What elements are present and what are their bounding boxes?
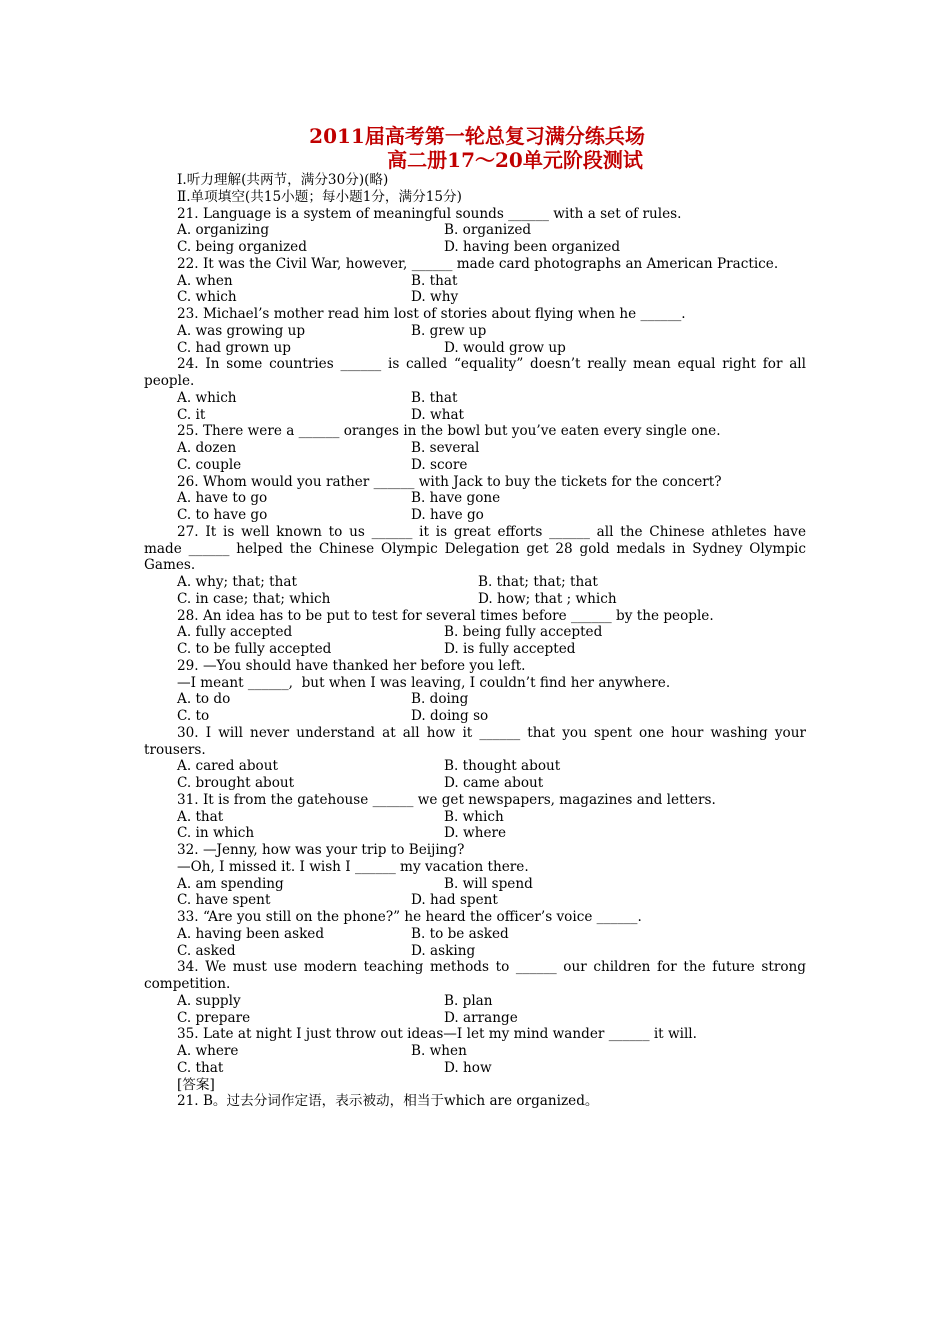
option-d: D. doing so	[411, 708, 489, 724]
option-d: D. would grow up	[444, 339, 566, 356]
option-d: D. came about	[444, 775, 544, 791]
option-c: C. prepare	[177, 1009, 251, 1026]
option-c: C. couple	[177, 456, 242, 473]
option-row	[144, 993, 806, 1010]
option-row	[144, 457, 806, 474]
option-row	[144, 323, 806, 340]
question-stem: 24. In some countries ______ is called “equality” doesn’t really mean equal right for all people.	[144, 356, 806, 389]
question-stem: 34. We must use modern teaching methods to ______ our children for the future strong competition.	[144, 959, 806, 992]
option-c: C. being organized	[177, 239, 307, 255]
option-d: D. had spent	[411, 892, 498, 909]
option-b: B. plan	[444, 992, 493, 1009]
option-c: C. in which	[177, 825, 255, 842]
option-row	[144, 1043, 806, 1060]
option-row	[144, 758, 806, 775]
option-d: D. arrange	[444, 1009, 518, 1026]
doc-title-line1: 2011届高考第一轮总复习满分练兵场	[309, 124, 645, 148]
question-stem: 30. I will never understand at all how it ______ that you spent one hour washing your trousers.	[144, 724, 806, 758]
option-row	[144, 892, 806, 909]
option-row	[144, 708, 806, 725]
option-c: C. which	[177, 289, 237, 306]
option-b: B. that	[411, 389, 458, 406]
option-c: C. to be fully accepted	[177, 641, 332, 657]
option-d: D. how	[444, 1059, 492, 1076]
option-row	[144, 876, 806, 893]
option-a: A. fully accepted	[177, 624, 293, 641]
option-c: C. it	[177, 406, 206, 423]
option-row	[144, 340, 806, 357]
option-a: A. why; that; that	[177, 574, 297, 590]
option-c: C. to have go	[177, 507, 268, 523]
option-row	[144, 943, 806, 960]
option-row	[144, 691, 806, 708]
question-stem: 27. It is well known to us ______ it is great efforts ______ all the Chinese athletes have made ______ helped the Chinese Olympic Delegation get 28 gold medals in Sydney Olympic Games.	[144, 523, 806, 574]
option-d: D. having been organized	[444, 239, 621, 255]
option-b: B. to be asked	[411, 925, 509, 942]
option-b: B. that	[411, 272, 458, 289]
option-c: C. had grown up	[177, 339, 291, 356]
option-a: A. supply	[177, 992, 241, 1009]
answer-header: [答案]	[177, 1076, 215, 1093]
option-b: B. which	[444, 808, 504, 825]
question-stem: 32. —Jenny, how was your trip to Beijing?	[177, 842, 465, 858]
option-c: C. to	[177, 708, 210, 724]
option-row	[144, 809, 806, 826]
option-row	[144, 591, 806, 608]
option-a: A. dozen	[177, 440, 237, 456]
option-a: A. having been asked	[177, 925, 325, 942]
option-row	[144, 273, 806, 290]
option-row	[144, 624, 806, 641]
option-a: A. organizing	[177, 222, 270, 239]
question-stem: 35. Late at night I just throw out ideas—I let my mind wander ______ it will.	[177, 1026, 697, 1043]
option-a: A. which	[177, 389, 237, 406]
option-d: D. how; that ; which	[478, 590, 617, 607]
option-row	[144, 926, 806, 943]
doc-title-line2: 高二册17～20单元阶段测试	[387, 148, 643, 172]
option-row	[144, 1060, 806, 1077]
question-dialogue-line: —I meant ______, but when I was leaving, I couldn’t find her anywhere.	[177, 674, 671, 691]
option-row	[144, 507, 806, 524]
option-row	[144, 239, 806, 256]
answer-21: 21. B。过去分词作定语，表示被动，相当于which are organized。	[177, 1093, 599, 1110]
option-b: B. being fully accepted	[444, 624, 603, 641]
option-row	[144, 1010, 806, 1027]
question-dialogue-line: —Oh, I missed it. I wish I ______ my vacation there.	[177, 858, 529, 875]
option-d: D. is fully accepted	[444, 641, 576, 657]
option-c: C. in case; that; which	[177, 590, 331, 607]
question-stem: 23. Michael’s mother read him lost of stories about flying when he ______.	[177, 306, 686, 322]
option-c: C. asked	[177, 942, 236, 959]
section-listening: Ⅰ.听力理解(共两节，满分30分)(略)	[177, 172, 389, 188]
option-b: B. organized	[444, 222, 532, 239]
option-b: B. that; that; that	[478, 574, 598, 590]
option-b: B. when	[411, 1043, 467, 1059]
option-d: D. score	[411, 456, 468, 473]
option-row	[144, 440, 806, 457]
question-stem: 29. —You should have thanked her before you left.	[177, 657, 526, 674]
option-c: C. brought about	[177, 775, 295, 791]
option-c: C. that	[177, 1059, 224, 1076]
option-a: A. that	[177, 808, 224, 825]
question-stem: 22. It was the Civil War, however, ______ made card photographs an American Practice.	[177, 255, 779, 272]
option-a: A. to do	[177, 691, 231, 708]
option-d: D. have go	[411, 507, 484, 523]
option-a: A. have to go	[177, 490, 268, 507]
option-d: D. asking	[411, 942, 476, 959]
question-stem: 26. Whom would you rather ______ with Jack to buy the tickets for the concert?	[177, 473, 722, 490]
option-row	[144, 641, 806, 658]
option-row	[144, 390, 806, 407]
option-row	[144, 825, 806, 842]
question-stem: 28. An idea has to be put to test for several times before ______ by the people.	[177, 607, 714, 624]
question-stem: 25. There were a ______ oranges in the bowl but you’ve eaten every single one.	[177, 423, 721, 440]
question-stem: 31. It is from the gatehouse ______ we get newspapers, magazines and letters.	[177, 791, 716, 808]
option-b: B. several	[411, 440, 480, 456]
option-a: A. when	[177, 272, 233, 289]
option-a: A. where	[177, 1043, 239, 1059]
option-d: D. what	[411, 406, 465, 423]
option-b: B. thought about	[444, 758, 561, 775]
option-d: D. where	[444, 825, 507, 842]
option-b: B. doing	[411, 691, 469, 708]
option-d: D. why	[411, 289, 459, 306]
document	[144, 124, 806, 1110]
option-row	[144, 222, 806, 239]
option-row	[144, 490, 806, 507]
question-stem: 33. “Are you still on the phone?” he heard the officer’s voice ______.	[177, 909, 642, 925]
section-single-choice: Ⅱ.单项填空(共15小题；每小题1分，满分15分)	[177, 188, 462, 205]
option-c: C. have spent	[177, 892, 271, 909]
option-b: B. grew up	[411, 322, 487, 339]
option-row	[144, 289, 806, 306]
question-list	[144, 206, 806, 1077]
option-row	[144, 574, 806, 591]
option-a: A. cared about	[177, 758, 278, 775]
option-row	[144, 407, 806, 424]
option-row	[144, 775, 806, 792]
option-a: A. was growing up	[177, 322, 306, 339]
question-stem: 21. Language is a system of meaningful sounds ______ with a set of rules.	[177, 205, 682, 222]
option-b: B. will spend	[444, 875, 533, 892]
option-b: B. have gone	[411, 490, 501, 507]
option-a: A. am spending	[177, 875, 284, 892]
